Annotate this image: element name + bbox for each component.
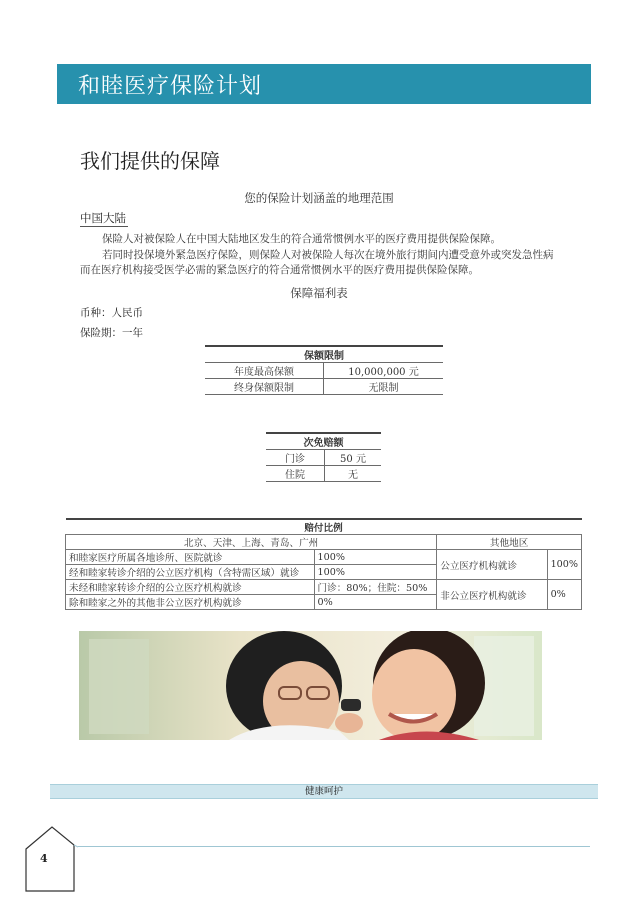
payout-desc: 经和睦家转诊介绍的公立医疗机构（含特需区域）就诊 <box>66 565 315 580</box>
page-tab-icon <box>24 825 84 895</box>
deductible-label: 门诊 <box>266 450 325 466</box>
limits-caption: 保额限制 <box>205 346 443 363</box>
table-row <box>205 363 443 379</box>
payout-other-pct: 100% <box>547 550 581 580</box>
payout-other-desc: 非公立医疗机构就诊 <box>437 580 547 610</box>
section-title: 我们提供的保障 <box>80 149 220 173</box>
payout-desc: 未经和睦家转诊介绍的公立医疗机构就诊 <box>66 580 315 595</box>
payout-pct: 100% <box>314 550 437 565</box>
payout-pct: 门诊：80%；住院：50% <box>314 580 437 595</box>
table-row <box>266 466 381 482</box>
currency-label: 币种：人民币 <box>80 307 143 319</box>
payout-col-other: 其他地区 <box>437 535 582 550</box>
payout-desc: 除和睦家之外的其他非公立医疗机构就诊 <box>66 595 315 610</box>
deductible-caption: 次免赔额 <box>266 433 381 450</box>
payout-other-desc: 公立医疗机构就诊 <box>437 550 547 580</box>
table-row <box>205 379 443 395</box>
region-title: 中国大陆 <box>80 211 126 225</box>
limits-table <box>205 345 443 395</box>
deductible-table <box>266 432 381 482</box>
region-underline <box>80 226 128 227</box>
payout-desc: 和睦家医疗所属各地诊所、医院就诊 <box>66 550 315 565</box>
coverage-heading: 您的保险计划涵盖的地理范围 <box>244 191 394 205</box>
doctor-patient-photo <box>79 631 542 740</box>
payout-table <box>65 518 582 610</box>
payout-pct: 0% <box>314 595 437 610</box>
limits-value: 无限制 <box>324 379 444 395</box>
coverage-paragraph-2a: 若同时投保境外紧急医疗保险，则保险人对被保险人每次在境外旅行期间内遭受意外或突发急性病 <box>102 249 554 261</box>
coverage-paragraph-1: 保险人对被保险人在中国大陆地区发生的符合通常惯例水平的医疗费用提供保险保障。 <box>102 233 501 245</box>
table-row <box>266 450 381 466</box>
limits-value: 10,000,000 元 <box>324 363 444 379</box>
page-title: 和睦医疗保险计划 <box>78 74 263 99</box>
limits-label: 年度最高保额 <box>205 363 324 379</box>
deductible-value: 50 元 <box>325 450 382 466</box>
payout-other-pct: 0% <box>547 580 581 610</box>
coverage-paragraph-2b: 而在医疗机构接受医学必需的紧急医疗的符合通常惯例水平的医疗费用提供保险保障。 <box>80 264 479 276</box>
footer-band: 健康呵护 <box>50 784 598 799</box>
limits-label: 终身保额限制 <box>205 379 324 395</box>
payout-col-major-cities: 北京、天津、上海、青岛、广州 <box>66 535 437 550</box>
payout-pct: 100% <box>314 565 437 580</box>
bottom-divider <box>78 846 590 847</box>
benefits-heading: 保障福利表 <box>290 286 348 300</box>
period-label: 保险期：一年 <box>80 327 143 339</box>
page-number: 4 <box>40 852 48 865</box>
table-row <box>66 580 582 595</box>
deductible-value: 无 <box>325 466 382 482</box>
table-row <box>66 550 582 565</box>
deductible-label: 住院 <box>266 466 325 482</box>
payout-caption: 赔付比例 <box>66 519 582 535</box>
